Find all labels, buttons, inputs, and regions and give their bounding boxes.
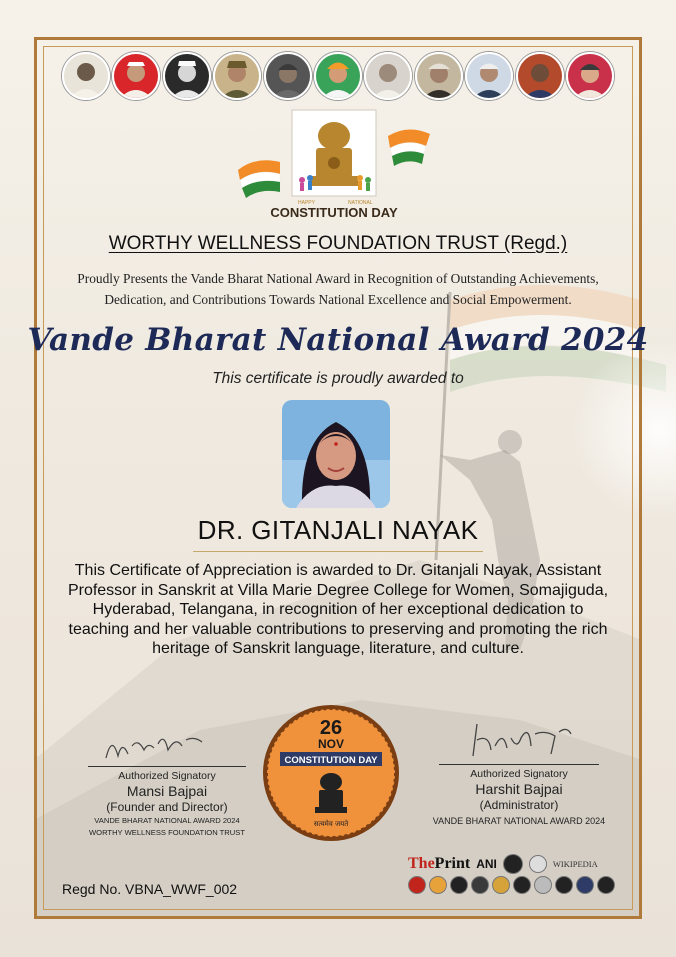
- media-badge-icon-4: [471, 876, 489, 894]
- signature-left: [98, 728, 218, 766]
- constitution-day-logo: [236, 108, 432, 224]
- awarded-to-text: This certificate is proudly awarded to: [212, 370, 464, 387]
- press-logos: [408, 853, 622, 897]
- theprint-logo: [408, 855, 470, 873]
- organization-name: WORTHY WELLNESS FOUNDATION TRUST (Regd.): [108, 233, 568, 254]
- seal-day: 26: [319, 717, 343, 739]
- signature-right: [459, 716, 579, 764]
- signatory-right-name: Harshit Bajpai: [475, 781, 563, 797]
- signatory-left-title: (Founder and Director): [106, 800, 228, 814]
- signature-line-left: [88, 766, 246, 767]
- emblem-caption: CONSTITUTION DAY: [270, 205, 398, 220]
- wikipedia-logo: WIKIPEDIA: [552, 859, 598, 869]
- divider: [193, 551, 483, 552]
- registration-number: Regd No. VBNA_WWF_002: [62, 881, 238, 897]
- media-badge-icon-8: [555, 876, 573, 894]
- citation-text: This Certificate of Appreciation is awarded to Dr. Gitanjali Nayak, Assistant Professor in Sanskrit at Villa Marie Degree College for Women, Somajiguda, Hyderabad, Telangana, in recognition of her exceptional dedication to teaching and her valuable contributions to preserving and promoting the rich heritage of Sanskrit language, literature, and culture.: [67, 562, 609, 657]
- portrait-3: [163, 52, 211, 100]
- seal-caption: CONSTITUTION DAY: [284, 755, 378, 766]
- award-title: Vande Bharat National Award 2024: [27, 322, 649, 358]
- portrait-row: [62, 52, 614, 100]
- media-badge-icon-5: [492, 876, 510, 894]
- signatory-right-role: Authorized Signatory: [470, 768, 568, 780]
- wikipedia-globe-icon: [529, 855, 547, 873]
- portrait-10: [516, 52, 564, 100]
- signatory-left-name: Mansi Bajpai: [126, 783, 208, 799]
- signatory-left: [82, 728, 252, 838]
- signatory-left-role: Authorized Signatory: [118, 770, 216, 782]
- signatory-left-org-line2: WORTHY WELLNESS FOUNDATION TRUST: [89, 828, 245, 837]
- emblem-small-right: NATIONAL: [348, 200, 373, 206]
- theprint-red: The: [408, 855, 435, 872]
- portrait-4: [213, 52, 261, 100]
- emblem-small-left: HAPPY: [298, 200, 315, 206]
- seal-motto: सत्यमेव जयते: [313, 820, 349, 828]
- portrait-5: [264, 52, 312, 100]
- news-logo-icon: [503, 854, 523, 874]
- media-badge-icon-10: [597, 876, 615, 894]
- portrait-7: [364, 52, 412, 100]
- constitution-day-seal: [262, 704, 400, 842]
- signatory-right-org-line1: VANDE BHARAT NATIONAL AWARD 2024: [432, 816, 606, 826]
- media-badge-icon-7: [534, 876, 552, 894]
- recipient-photo: [282, 400, 390, 508]
- portrait-8: [415, 52, 463, 100]
- seal-month: NOV: [317, 737, 345, 751]
- signature-line-right: [439, 764, 599, 765]
- signatory-right: [408, 716, 630, 826]
- media-badge-icon-6: [513, 876, 531, 894]
- portrait-2: [112, 52, 160, 100]
- portrait-6: [314, 52, 362, 100]
- media-badge-icon-3: [450, 876, 468, 894]
- intro-text: Proudly Presents the Vande Bharat National Award in Recognition of Outstanding Achievements, Dedication, and Contributions Towards National Excellence and Social Empowerment.: [77, 271, 599, 307]
- portrait-9: [465, 52, 513, 100]
- signatory-right-title: (Administrator): [479, 798, 559, 812]
- portrait-11: [566, 52, 614, 100]
- ani-logo: ANI: [476, 857, 497, 871]
- media-badge-icon-1: [408, 876, 426, 894]
- signatory-left-org-line1: VANDE BHARAT NATIONAL AWARD 2024: [94, 816, 240, 825]
- media-badges: [408, 876, 622, 894]
- media-badge-icon-9: [576, 876, 594, 894]
- theprint-black: Print: [434, 855, 471, 872]
- recipient-name: DR. GITANJALI NAYAK: [197, 515, 479, 545]
- portrait-1: [62, 52, 110, 100]
- media-badge-icon-2: [429, 876, 447, 894]
